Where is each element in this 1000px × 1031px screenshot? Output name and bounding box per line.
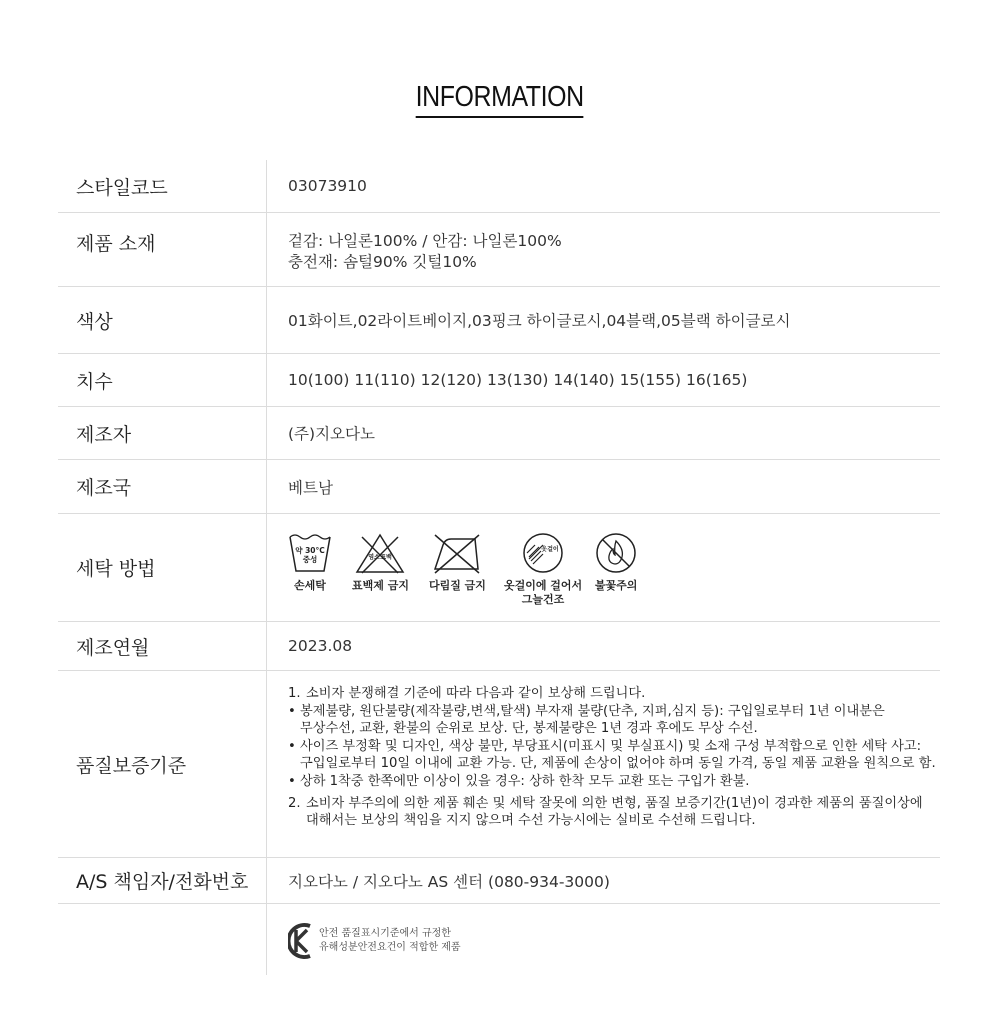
- hand-wash-icon: [288, 531, 332, 575]
- no-bleach-text-2: 표백: [380, 554, 393, 561]
- wash-label-hand-wash: 손세탁: [294, 579, 326, 592]
- wash-item-fire-caution: [594, 531, 638, 593]
- wash-icons: [288, 514, 656, 607]
- row-as: [58, 858, 940, 904]
- quality-para-1: 소비자 분쟁해결 기준에 따라 다음과 같이 보상해 드립니다.: [306, 686, 646, 701]
- bullet-icon: •: [288, 773, 296, 789]
- value-size: 10(100) 11(110) 12(120) 13(130) 14(140) 15(155) 16(165): [288, 371, 748, 389]
- no-iron-icon: [431, 531, 483, 575]
- wash-item-no-bleach: [352, 531, 409, 593]
- quality-text: [288, 671, 936, 830]
- label-kc: [58, 904, 267, 975]
- quality-num-2: 2.: [288, 795, 301, 811]
- material-line-2: 충전재: 솜털90% 깃털10%: [288, 253, 477, 271]
- label-as: A/S 책임자/전화번호: [58, 858, 267, 903]
- quality-bullet-2a: 사이즈 부정확 및 디자인, 색상 불만, 부당표시(미표시 및 부실표시) 및 소재 구성 부적합으로 인한 세탁 사고:: [300, 738, 922, 754]
- no-bleach-text-1: 염소: [368, 554, 381, 561]
- row-date: [58, 622, 940, 671]
- bullet-icon: •: [288, 703, 296, 719]
- row-kc: [58, 904, 940, 975]
- kc-logo-icon: [288, 922, 314, 960]
- label-country: 제조국: [58, 460, 267, 513]
- page-title-wrap: [0, 80, 1000, 118]
- label-color: 색상: [58, 287, 267, 353]
- row-size: [58, 354, 940, 407]
- kc-line-2: 유해성분안전요건이 적합한 제품: [319, 942, 461, 953]
- row-quality: [58, 671, 940, 858]
- quality-num-1: 1.: [288, 686, 301, 701]
- wash-item-hang-dry: [504, 531, 582, 607]
- row-color: [58, 287, 940, 354]
- row-manufacturer: [58, 407, 940, 460]
- quality-bullet-1a: 봉제불량, 원단불량(제작불량,변색,탈색) 부자재 불량(단추, 지퍼,심지 등): 구입일로부터 1년 이내분은: [300, 703, 885, 719]
- fire-caution-icon: [594, 531, 638, 575]
- wash-item-no-iron: [429, 531, 486, 593]
- hang-dry-text: 옷걸이: [541, 546, 559, 553]
- wash-label-no-iron: 다림질 금지: [428, 579, 486, 592]
- value-quality: [288, 671, 940, 857]
- hand-wash-neutral: 중성: [302, 555, 318, 564]
- value-as: 지오다노 / 지오다노 AS 센터 (080-934-3000): [288, 872, 610, 891]
- value-washing: [288, 514, 940, 621]
- quality-bullet-1b: 무상수선, 교환, 환불의 순위로 보상. 단, 봉제불량은 1년 경과 후에도 무상 수선.: [300, 721, 758, 737]
- value-manufacturer: (주)지오다노: [288, 425, 375, 443]
- value-date: 2023.08: [288, 637, 353, 655]
- value-kc: [288, 904, 940, 975]
- info-table: [58, 160, 940, 975]
- value-color: 01화이트,02라이트베이지,03핑크 하이글로시,04블랙,05블랙 하이글로시: [288, 312, 791, 330]
- wash-item-hand-wash: [288, 531, 332, 593]
- value-style-code: 03073910: [288, 177, 367, 195]
- row-style-code: [58, 160, 940, 213]
- quality-para-2b: 대해서는 보상의 책임을 지지 않으며 수선 가능시에는 실비로 수선해 드립니다.: [306, 813, 756, 829]
- value-country: 베트남: [288, 478, 333, 497]
- label-size: 치수: [58, 354, 267, 406]
- label-manufacturer: 제조자: [58, 407, 267, 459]
- label-style-code: 스타일코드: [58, 160, 267, 212]
- wash-label-hang-dry: 옷걸이에 걸어서 그늘건조: [503, 579, 583, 606]
- label-quality: 품질보증기준: [58, 671, 267, 857]
- wash-label-fire-caution: 불꽃주의: [594, 579, 638, 592]
- quality-bullet-3: 상하 1착중 한쪽에만 이상이 있을 경우: 상하 한착 모두 교환 또는 구입가 환불.: [300, 773, 750, 789]
- label-washing: 세탁 방법: [58, 514, 267, 621]
- label-material: 제품 소재: [58, 213, 267, 286]
- bullet-icon: •: [288, 738, 296, 754]
- label-date: 제조연월: [58, 622, 267, 670]
- value-material: [288, 213, 940, 286]
- wash-label-no-bleach: 표백제 금지: [352, 579, 409, 592]
- row-material: [58, 213, 940, 287]
- quality-bullet-2b: 구입일로부터 10일 이내에 교환 가능. 단, 제품에 손상이 없어야 하며 동일 가격, 동일 제품 교환을 원칙으로 함.: [300, 756, 936, 772]
- quality-para-2a: 소비자 부주의에 의한 제품 훼손 및 세탁 잘못에 의한 변형, 품질 보증기간(1년)이 경과한 제품의 품질이상에: [306, 795, 923, 811]
- row-country: [58, 460, 940, 514]
- hand-wash-temp: 약 30°C: [295, 546, 325, 555]
- no-bleach-icon: [354, 531, 406, 575]
- row-washing: [58, 514, 940, 622]
- kc-mark: [288, 904, 461, 960]
- page-title: INFORMATION: [416, 80, 584, 118]
- hang-dry-shade-icon: [521, 531, 565, 575]
- material-line-1: 겉감: 나일론100% / 안감: 나일론100%: [288, 232, 562, 250]
- kc-line-1: 안전 품질표시기준에서 규정한: [319, 928, 451, 939]
